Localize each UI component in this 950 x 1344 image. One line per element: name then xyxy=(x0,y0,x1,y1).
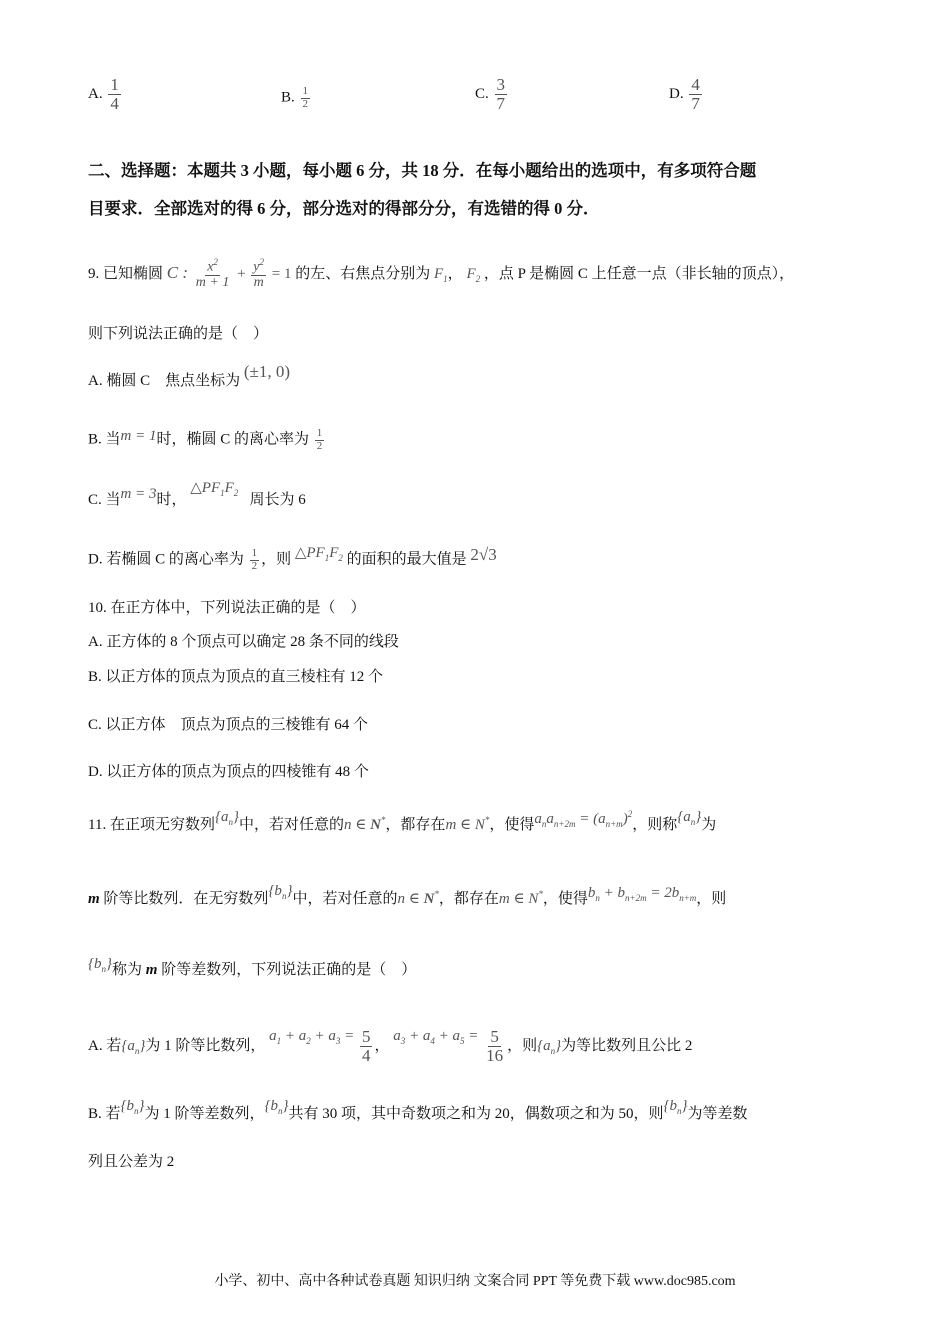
text: D. 若椭圆 C 的离心率为 xyxy=(88,551,244,568)
numerator: 3 xyxy=(496,75,506,94)
fraction: $\frac{1}{2}$ xyxy=(316,427,323,452)
seq-b: $\{b_n\}$ xyxy=(663,1098,688,1116)
fraction: $\frac{1}{2}$ xyxy=(251,547,258,572)
text: 为等差数 xyxy=(687,1106,748,1122)
text: 共有 30 项，其中奇数项之和为 20，偶数项之和为 50，则 xyxy=(288,1106,664,1122)
math: $a_na_{n+2m} = (a_{n+m})^2$ xyxy=(534,809,633,829)
denominator: 7 xyxy=(496,93,506,113)
text: B. 当 xyxy=(88,431,121,448)
seq-b: $\{b_n\}$ xyxy=(264,1098,289,1116)
text: B. 若 xyxy=(88,1106,121,1122)
q10-stem: 10. 在正方体中，下列说法正确的是（ ） xyxy=(88,600,366,616)
q11-line2 xyxy=(88,884,726,914)
math: (±1, 0) xyxy=(243,362,290,381)
text: 为等比数列且公比 2 xyxy=(561,1037,693,1054)
q10-option-a: A. 正方体的 8 个顶点可以确定 28 条不同的线段 xyxy=(88,634,399,650)
seq-b: $\{b_n\}$ xyxy=(268,883,293,901)
option-label: D. xyxy=(669,85,684,102)
fraction xyxy=(108,76,121,113)
seq-a: $\{a_n\}$ xyxy=(214,809,239,827)
text: ，都存在 xyxy=(385,817,446,833)
q9-option-a xyxy=(88,362,290,391)
seq-b: $\{b_n\}$ xyxy=(120,1098,145,1116)
focus-f2: $F_2$ xyxy=(466,265,481,284)
q11-line3 xyxy=(88,956,417,985)
math: n ∈ N* xyxy=(397,889,439,907)
section-heading-line1: 二、选择题：本题共 3 小题，每小题 6 分，共 18 分．在每小题给出的选项中，有多项符合题 xyxy=(88,161,757,180)
text: A. 椭圆 C 焦点坐标为 xyxy=(88,373,241,389)
q10-option-c: C. 以正方体 顶点为顶点的三棱锥有 64 个 xyxy=(88,717,369,733)
seq-a: $\{a_n\}$ xyxy=(537,1037,562,1056)
denominator: 2 xyxy=(302,97,309,110)
text: ，使得 xyxy=(542,891,588,907)
text: A. 若 xyxy=(88,1037,122,1054)
q9-line2: 则下列说法正确的是（ ） xyxy=(88,326,269,342)
math: m = 3 xyxy=(120,486,157,502)
fraction: $\frac{5}{16}$ xyxy=(486,1027,504,1065)
math: m ∈ N* xyxy=(445,815,490,833)
ellipse-equation: C : xyxy=(166,262,189,282)
math: $a_3 + a_4 + a_5$ = xyxy=(393,1027,479,1046)
text: ，都存在 xyxy=(438,891,499,907)
fraction: $\frac{y^2}{m}$ xyxy=(253,257,265,291)
fraction: $\frac{5}{4}$ xyxy=(361,1027,371,1065)
seq-b: $\{b_n\}$ xyxy=(88,956,112,974)
fraction: $\frac{x^2}{m + 1}$ xyxy=(195,257,230,291)
text: 的左、右焦点分别为 xyxy=(295,265,431,282)
q8-option-d xyxy=(669,76,704,113)
text: 时， xyxy=(156,492,187,508)
triangle-pf1f2: $\triangle PF_1F_2$ xyxy=(190,480,239,498)
q9-option-c xyxy=(88,480,306,515)
q11-line1 xyxy=(88,810,716,840)
q8-option-c xyxy=(475,76,509,113)
math: $a_1 + a_2 + a_3$ = xyxy=(269,1027,355,1046)
text: ，使得 xyxy=(489,817,535,833)
q9-option-d xyxy=(88,545,497,574)
text: ，点 P 是椭圆 C 上任意一点（非长轴的顶点）， xyxy=(483,265,795,282)
q8-option-b xyxy=(281,86,312,110)
text: 9. 已知椭圆 xyxy=(88,265,164,282)
text: ，则称 xyxy=(632,817,678,833)
math: $b_n + b_{n+2m} = 2b_{n+m}$ xyxy=(587,885,697,903)
math: m = 1 xyxy=(120,428,157,445)
fraction xyxy=(495,76,508,113)
text: 称为 xyxy=(112,962,146,978)
text: C. 当 xyxy=(88,492,121,508)
q9-stem: 9. 已知椭圆 C : $\frac{x^2}{m + 1}$ + $\frac{y^2}{m}$ = 1 的左、右焦点分别为 $F_1$， $F_2$ ，点 P 是椭圆 C 上任意一点（非长轴的顶点）， xyxy=(88,257,795,291)
text: 11. 在正项无穷数列 xyxy=(88,817,215,833)
fraction xyxy=(689,76,702,113)
text: 时，椭圆 C 的离心率为 xyxy=(156,431,309,448)
text: ，则 xyxy=(696,891,727,907)
text: 中，若对任意的 xyxy=(238,817,344,833)
text: 周长为 6 xyxy=(249,492,306,508)
text: m xyxy=(145,962,158,978)
text: ，则 xyxy=(507,1037,538,1054)
numerator: 1 xyxy=(302,85,309,97)
denominator: 7 xyxy=(691,93,700,113)
q11-option-a: A. 若$\{a_n\}$为 1 阶等比数列， $a_1 + a_2 + a_3$ = $\frac{5}{4}$ ， $a_3 + a_4 + a_5$ = $\frac{5}{16}$ ，则$\{a_n\}$为等比数列且公比 2 xyxy=(88,1027,693,1065)
q11-option-b xyxy=(88,1098,748,1129)
option-label: C. xyxy=(475,85,489,102)
seq-a: $\{a_n\}$ xyxy=(121,1037,146,1056)
option-label: A. xyxy=(88,85,103,102)
triangle-pf1f2: $\triangle PF_1F_2$ xyxy=(294,545,343,564)
text: 阶等比数列．在无穷数列 xyxy=(99,891,269,907)
option-label: B. xyxy=(281,89,295,106)
focus-f1: $F_1$ xyxy=(434,265,448,284)
text: ，则 xyxy=(261,551,292,568)
q9-option-b xyxy=(88,428,326,452)
numerator: 4 xyxy=(691,75,700,94)
q10-option-d: D. 以正方体的顶点为顶点的四棱锥有 48 个 xyxy=(88,764,369,780)
q11-option-b-line2: 列且公差为 2 xyxy=(88,1154,175,1170)
math: 2√3 xyxy=(470,545,497,565)
seq-a: $\{a_n\}$ xyxy=(677,809,702,827)
denominator: 4 xyxy=(110,93,119,113)
q8-option-a xyxy=(88,76,123,113)
math: n ∈ N* xyxy=(343,815,386,833)
q10-option-b: B. 以正方体的顶点为顶点的直三棱柱有 12 个 xyxy=(88,669,384,685)
text: 为 1 阶等比数列， xyxy=(145,1037,266,1054)
text: m xyxy=(88,891,100,907)
page-footer: 小学、初中、高中各种试卷真题 知识归纳 文案合同 PPT 等免费下载 www.doc985.com xyxy=(214,1274,736,1289)
section-heading-line2: 目要求．全部选对的得 6 分，部分选对的得部分分，有选错的得 0 分． xyxy=(88,199,600,218)
text: 的面积的最大值是 xyxy=(346,551,467,568)
text: 为 1 阶等差数列， xyxy=(144,1106,265,1122)
math: m ∈ N* xyxy=(498,889,543,907)
fraction xyxy=(301,86,311,110)
text: 中，若对任意的 xyxy=(292,891,398,907)
numerator: 1 xyxy=(110,75,119,94)
text: 为 xyxy=(701,817,717,833)
text: 阶等差数列，下列说法正确的是（ ） xyxy=(157,962,417,978)
